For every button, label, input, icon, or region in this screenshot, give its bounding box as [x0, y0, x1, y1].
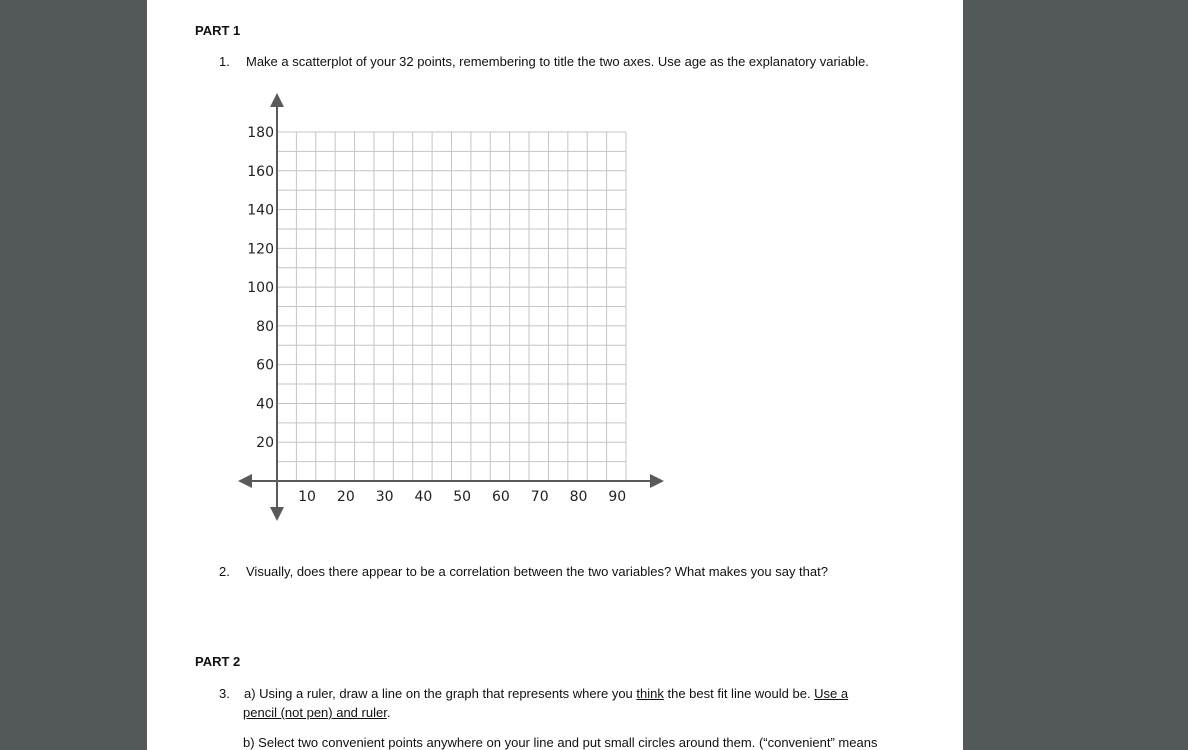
grid-lines [277, 132, 626, 481]
q3a-line2 [243, 705, 390, 721]
x-tick-label: 60 [492, 489, 510, 505]
q3a-use-a: Use a [814, 686, 849, 701]
x-axis-arrow-right [650, 474, 664, 488]
x-tick-label: 40 [414, 489, 433, 505]
q3a-pencil-ruler: pencil (not pen) and ruler [243, 705, 387, 720]
y-tick-label: 160 [247, 163, 274, 180]
part1-heading: PART 1 [195, 23, 241, 38]
y-tick-label: 20 [256, 435, 274, 452]
x-tick-label: 70 [530, 489, 549, 505]
y-tick-labels [247, 125, 274, 451]
y-tick-label: 140 [247, 202, 274, 219]
q3a-line1 [244, 686, 848, 702]
scatterplot-grid [147, 0, 963, 540]
y-tick-label: 60 [256, 357, 274, 374]
y-axis-arrow-down [270, 507, 284, 521]
y-tick-label: 80 [256, 318, 274, 335]
x-tick-label: 10 [298, 489, 316, 505]
y-tick-label: 120 [247, 241, 274, 258]
y-tick-label: 180 [247, 125, 274, 141]
x-tick-labels [298, 489, 626, 505]
x-tick-label: 80 [569, 489, 588, 505]
q3a-text-mid: the best fit line would be. [663, 686, 815, 701]
q3a-text-pre: a) Using a ruler, draw a line on the graph that represents where you [244, 686, 637, 701]
q3a-think: think [636, 686, 664, 701]
y-axis-arrow-up [270, 93, 284, 107]
q3b-text: b) Select two convenient points anywhere on your line and put small circles around them. (“convenient” means [243, 735, 878, 750]
q3a-period: . [386, 705, 391, 720]
x-tick-label: 50 [453, 489, 472, 505]
q2-text: Visually, does there appear to be a correlation between the two variables? What makes you say that? [246, 564, 828, 579]
x-axis-arrow-left [238, 474, 252, 488]
q3-number: 3. [219, 686, 230, 701]
q1-number: 1. [219, 54, 230, 69]
x-tick-label: 90 [608, 489, 627, 505]
x-tick-label: 20 [336, 489, 355, 505]
q2-number: 2. [219, 564, 230, 579]
x-tick-label: 30 [375, 489, 394, 505]
document-page [147, 0, 963, 750]
y-tick-label: 40 [256, 396, 274, 413]
part2-heading: PART 2 [195, 654, 241, 669]
q1-text: Make a scatterplot of your 32 points, remembering to title the two axes. Use age as the explanatory variable. [246, 54, 869, 69]
y-tick-label: 100 [247, 280, 274, 297]
